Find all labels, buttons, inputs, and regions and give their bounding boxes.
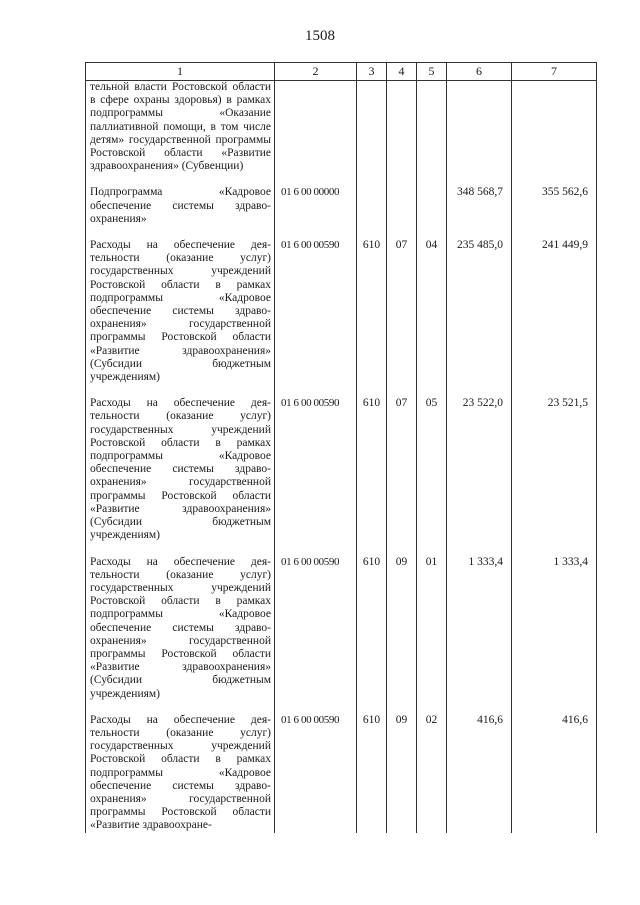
row-expense-type: 610 bbox=[357, 239, 387, 384]
table-row bbox=[86, 81, 597, 174]
row-target-code: 01 6 00 00590 bbox=[275, 239, 357, 384]
row-spacer bbox=[86, 384, 597, 397]
row-expense-type: 610 bbox=[357, 397, 387, 542]
row-section bbox=[387, 186, 417, 226]
row-name: тельной власти Ростовской области в сфере охраны здоровья) в рамках подпрограммы «Оказание паллиативной помощи, в том числе детям» государственной программы Ростовской области «Развитие здравоохранения» (Субвенции) bbox=[86, 81, 275, 174]
row-amount-col7 bbox=[512, 81, 597, 174]
row-name: Расходы на обеспечение деятельности (оказание услуг) государственных учреждений Ростовской области в рамках подпрограммы «Кадровое обеспечение системы здравоохранения» государственной программы Ростовской области «Развитие здравоохранения» (Субсидии бюджетным учреждениям) bbox=[86, 556, 275, 701]
page-number: 1508 bbox=[305, 28, 335, 44]
row-amount-col7: 416,6 bbox=[512, 714, 597, 833]
row-section: 07 bbox=[387, 397, 417, 542]
header-col-7: 7 bbox=[512, 63, 597, 81]
row-name: Расходы на обеспечение деятельности (оказание услуг) государственных учреждений Ростовской области в рамках подпрограммы «Кадровое обеспечение системы здравоохранения» государственной программы Ростовской области «Развитие здравоохране- bbox=[86, 714, 275, 833]
row-amount-col7: 355 562,6 bbox=[512, 186, 597, 226]
header-col-1: 1 bbox=[86, 63, 275, 81]
row-subsection: 02 bbox=[417, 714, 447, 833]
table-row bbox=[86, 556, 597, 701]
row-amount-col7: 1 333,4 bbox=[512, 556, 597, 701]
row-spacer bbox=[86, 226, 597, 239]
row-amount-col7: 23 521,5 bbox=[512, 397, 597, 542]
row-subsection: 01 bbox=[417, 556, 447, 701]
table-row bbox=[86, 397, 597, 542]
row-name: Расходы на обеспечение деятельности (оказание услуг) государственных учреждений Ростовской области в рамках подпрограммы «Кадровое обеспечение системы здравоохранения» государственной программы Ростовской области «Развитие здравоохранения» (Субсидии бюджетным учреждениям) bbox=[86, 239, 275, 384]
row-amount-col6: 1 333,4 bbox=[447, 556, 512, 701]
row-expense-type bbox=[357, 81, 387, 174]
row-subsection bbox=[417, 186, 447, 226]
table-header-row bbox=[86, 63, 597, 81]
row-section: 09 bbox=[387, 714, 417, 833]
row-target-code: 01 6 00 00590 bbox=[275, 714, 357, 833]
row-spacer bbox=[86, 173, 597, 186]
row-expense-type bbox=[357, 186, 387, 226]
header-col-5: 5 bbox=[417, 63, 447, 81]
row-amount-col6: 23 522,0 bbox=[447, 397, 512, 542]
row-target-code bbox=[275, 81, 357, 174]
table-row bbox=[86, 714, 597, 833]
row-subsection: 04 bbox=[417, 239, 447, 384]
row-amount-col6: 235 485,0 bbox=[447, 239, 512, 384]
row-spacer bbox=[86, 543, 597, 556]
row-target-code: 01 6 00 00590 bbox=[275, 556, 357, 701]
row-spacer bbox=[86, 701, 597, 714]
row-amount-col6 bbox=[447, 81, 512, 174]
row-amount-col7: 241 449,9 bbox=[512, 239, 597, 384]
budget-table bbox=[85, 62, 597, 833]
row-expense-type: 610 bbox=[357, 714, 387, 833]
table-row bbox=[86, 186, 597, 226]
row-subsection bbox=[417, 81, 447, 174]
row-subsection: 05 bbox=[417, 397, 447, 542]
row-section bbox=[387, 81, 417, 174]
header-col-4: 4 bbox=[387, 63, 417, 81]
row-name: Подпрограмма «Кадровое обеспечение системы здравоохранения» bbox=[86, 186, 275, 226]
row-section: 07 bbox=[387, 239, 417, 384]
row-name: Расходы на обеспечение деятельности (оказание услуг) государственных учреждений Ростовской области в рамках подпрограммы «Кадровое обеспечение системы здравоохранения» государственной программы Ростовской области «Развитие здравоохранения» (Субсидии бюджетным учреждениям) bbox=[86, 397, 275, 542]
row-expense-type: 610 bbox=[357, 556, 387, 701]
header-col-3: 3 bbox=[357, 63, 387, 81]
row-target-code: 01 6 00 00590 bbox=[275, 397, 357, 542]
header-col-2: 2 bbox=[275, 63, 357, 81]
row-section: 09 bbox=[387, 556, 417, 701]
header-col-6: 6 bbox=[447, 63, 512, 81]
row-target-code: 01 6 00 00000 bbox=[275, 186, 357, 226]
table-row bbox=[86, 239, 597, 384]
row-amount-col6: 416,6 bbox=[447, 714, 512, 833]
row-amount-col6: 348 568,7 bbox=[447, 186, 512, 226]
